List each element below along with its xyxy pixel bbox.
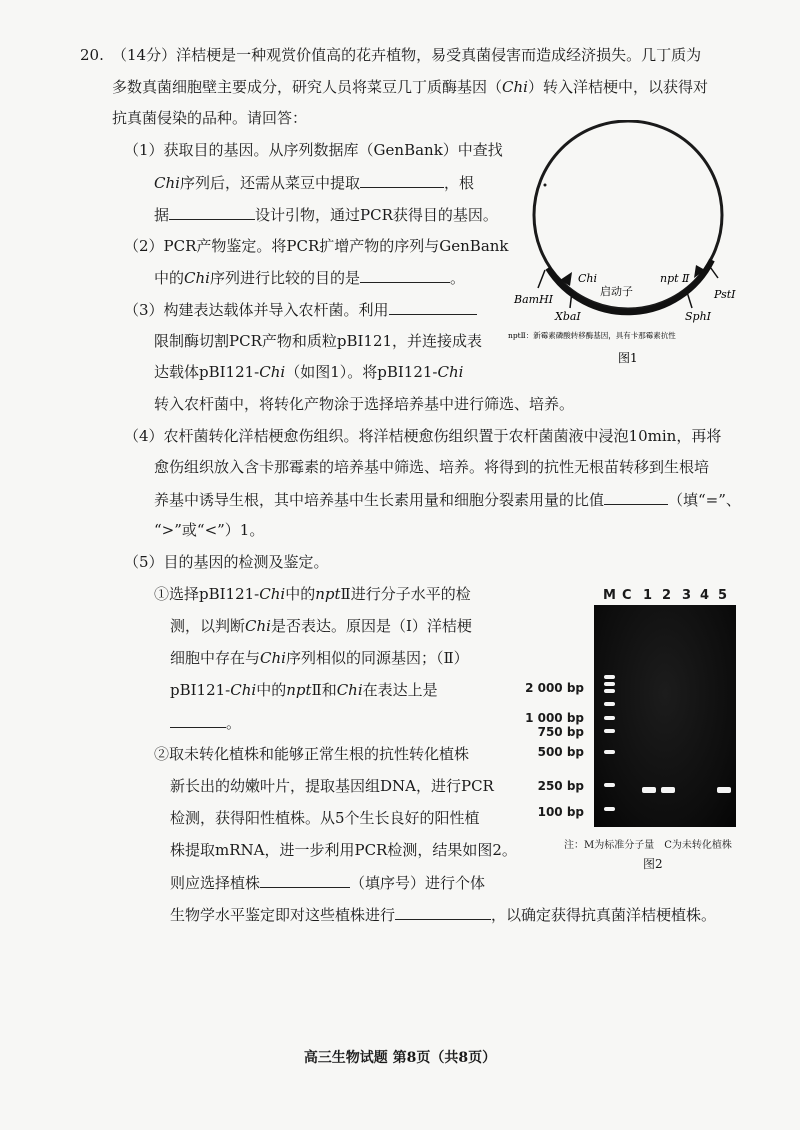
text: 序列相似的同源基因；（Ⅱ） — [285, 649, 469, 667]
text: ，根 — [443, 174, 474, 192]
sample-band — [642, 787, 656, 793]
part1-line1: （1）获取目的基因。从序列数据库（GenBank）中查找 — [124, 141, 503, 159]
part2-line2 — [154, 266, 465, 289]
text: 养基中诱导生根，其中培养基中生长素用量和细胞分裂素用量的比值 — [154, 491, 605, 509]
text: 测，以判断 — [170, 617, 246, 635]
gene-name: Chi — [260, 649, 286, 667]
part4-line2: 愈伤组织放入含卡那霉素的培养基中筛选、培养。将得到的抗性无根苗转移到生根培 — [154, 458, 710, 476]
question-intro-line2 — [112, 76, 708, 98]
gene-name: Chi — [230, 681, 257, 699]
mark — [544, 184, 547, 187]
ladder-size-label: 2 000 bp — [525, 681, 584, 695]
text: ①选择pBⅠ121- — [154, 585, 260, 603]
text: 在表达上是 — [362, 681, 438, 699]
gene-name: Chi — [259, 585, 286, 603]
text: 据 — [154, 206, 170, 224]
bamhi-label: BamHⅠ — [514, 293, 554, 306]
part3-line2: 限制酶切割PCR产物和质粒pBⅠ121，并连接成表 — [154, 332, 483, 350]
ladder-band — [604, 682, 615, 686]
part1-line2 — [154, 171, 474, 194]
text: 。 — [226, 714, 242, 732]
answer-blank[interactable] — [170, 711, 226, 728]
part4-line4: “>”或“<”）1。 — [154, 521, 265, 539]
gene-name: Chi — [502, 78, 528, 96]
ladder-band — [604, 675, 615, 679]
text: （填“=”、 — [668, 491, 741, 509]
figure2-caption: 图2 — [643, 857, 663, 871]
answer-blank[interactable] — [360, 171, 444, 188]
answer-blank[interactable] — [389, 298, 477, 315]
text: 细胞中存在与 — [170, 649, 261, 667]
part5-s1-line1 — [154, 583, 471, 605]
text: ）转入洋桔梗中，以获得对 — [527, 78, 708, 96]
text: 多数真菌细胞壁主要成分，研究人员将菜豆几丁质酶基因（ — [112, 78, 503, 96]
gene-name: Chi — [184, 269, 210, 287]
xbai-label: XbaⅠ — [555, 310, 581, 323]
answer-blank[interactable] — [360, 266, 450, 283]
part5-s2-line5 — [170, 871, 485, 894]
text: （如图1）。将pBⅠ121- — [285, 363, 438, 381]
part5-s2-line4: 株提取mRNA，进一步利用PCR检测，结果如图2。 — [170, 841, 517, 859]
text: pBⅠ121- — [170, 681, 231, 699]
gene-name: Chi — [259, 363, 286, 381]
part5-s1-line5 — [170, 711, 241, 734]
plasmid-figure — [500, 120, 765, 395]
answer-blank[interactable] — [169, 203, 255, 220]
sample-band — [661, 787, 675, 793]
gel-lane-label: 5 — [718, 588, 728, 603]
text: Ⅱ进行分子水平的检 — [340, 585, 471, 603]
ladder-band — [604, 807, 615, 811]
question-intro-line3: 抗真菌侵染的品种。请回答： — [112, 109, 308, 127]
figure1-caption: 图1 — [618, 351, 638, 365]
text: （3）构建表达载体并导入农杆菌。利用 — [124, 301, 389, 319]
gene-name: Chi — [245, 617, 271, 635]
part5-s2-line2: 新长出的幼嫩叶片，提取基因组DNA，进行PCR — [170, 777, 494, 795]
part3-line3 — [154, 361, 463, 383]
ladder-band — [604, 716, 615, 720]
ladder-band — [604, 750, 615, 754]
ladder-band — [604, 689, 615, 693]
text: 中的 — [256, 681, 287, 699]
part5-s2-line6 — [170, 903, 716, 926]
gene-name: Chi — [437, 363, 464, 381]
ladder-band — [604, 702, 615, 706]
ladder-size-label: 250 bp — [537, 779, 584, 793]
ladder-size-label: 750 bp — [537, 725, 584, 739]
gel-lane-label: 2 — [662, 588, 672, 603]
part5-title: （5）目的基因的检测及鉴定。 — [124, 553, 329, 571]
gel-lane-label: 4 — [700, 588, 710, 603]
text: 是否表达。原因是（Ⅰ）洋桔梗 — [270, 617, 472, 635]
part5-s2-line3: 检测，获得阳性植株。从5个生长良好的阳性植 — [170, 809, 480, 827]
gene-name: Chi — [154, 174, 180, 192]
text: （填序号）进行个体 — [350, 874, 486, 892]
ladder-size-label: 500 bp — [537, 745, 584, 759]
gel-lane-label: M — [603, 588, 616, 603]
gel-lane-label: C — [622, 588, 632, 603]
part5-s2-line1: ②取未转化植株和能够正常生根的抗性转化植株 — [154, 745, 470, 763]
part1-line3 — [154, 203, 498, 226]
figure1-note: nptⅡ：新霉素磷酸转移酶基因，具有卡那霉素抗性 — [508, 331, 676, 340]
text: 中的 — [154, 269, 185, 287]
text: 。 — [449, 269, 465, 287]
part3-line4: 转入农杆菌中，将转化产物涂于选择培养基中进行筛选、培养。 — [154, 395, 575, 413]
part5-s1-line4 — [170, 679, 438, 701]
text: 序列后，还需从菜豆中提取 — [179, 174, 360, 192]
gel-lane-label: 1 — [643, 588, 653, 603]
text: 达载体pBⅠ121- — [154, 363, 260, 381]
question-number: 20. — [80, 46, 104, 64]
sphi-site — [687, 292, 692, 308]
answer-blank[interactable] — [260, 871, 350, 888]
part4-line3 — [154, 488, 741, 511]
figure2-note: 注：M为标准分子量 C为未转化植株 — [564, 840, 732, 851]
part5-s1-line3 — [170, 647, 469, 669]
ladder-band — [604, 783, 615, 787]
gene-name: npt — [286, 681, 312, 699]
part5-s1-line2 — [170, 615, 472, 637]
gel-image — [594, 605, 736, 827]
ladder-size-label: 100 bp — [537, 805, 584, 819]
part4-line1: （4）农杆菌转化洋桔梗愈伤组织。将洋桔梗愈伤组织置于农杆菌菌液中浸泡10min，再将 — [124, 427, 722, 445]
chi-label: Chi — [578, 272, 598, 285]
psti-label: PstⅠ — [714, 288, 736, 301]
text: Ⅱ和 — [311, 681, 337, 699]
text: 则应选择植株 — [170, 874, 261, 892]
gel-lane-label: 3 — [682, 588, 692, 603]
gene-name: npt — [315, 585, 341, 603]
text: ，以确定获得抗真菌洋桔梗植株。 — [491, 906, 717, 924]
sample-band — [717, 787, 731, 793]
ladder-size-label: 1 000 bp — [525, 711, 584, 725]
part3-line1 — [124, 298, 477, 321]
psti-site — [708, 264, 718, 278]
question-intro-line1: （14分）洋桔梗是一种观赏价值高的花卉植物，易受真菌侵害而造成经济损失。几丁质为 — [112, 46, 702, 64]
ladder-band — [604, 729, 615, 733]
gene-name: Chi — [336, 681, 363, 699]
sphi-label: SphⅠ — [685, 310, 712, 323]
text: 序列进行比较的目的是 — [209, 269, 360, 287]
part2-line1: （2）PCR产物鉴定。将PCR扩增产物的序列与GenBank — [124, 237, 509, 255]
promoter-label: 启动子 — [600, 285, 633, 298]
bamhi-site — [538, 270, 545, 288]
answer-blank[interactable] — [395, 903, 491, 920]
text: 中的 — [285, 585, 316, 603]
npt-label: npt Ⅱ — [660, 272, 690, 285]
text: 设计引物，通过PCR获得目的基因。 — [255, 206, 498, 224]
page-footer: 高三生物试题 第8页（共8页） — [303, 1050, 497, 1066]
answer-blank[interactable] — [604, 488, 668, 505]
text: 生物学水平鉴定即对这些植株进行 — [170, 906, 396, 924]
